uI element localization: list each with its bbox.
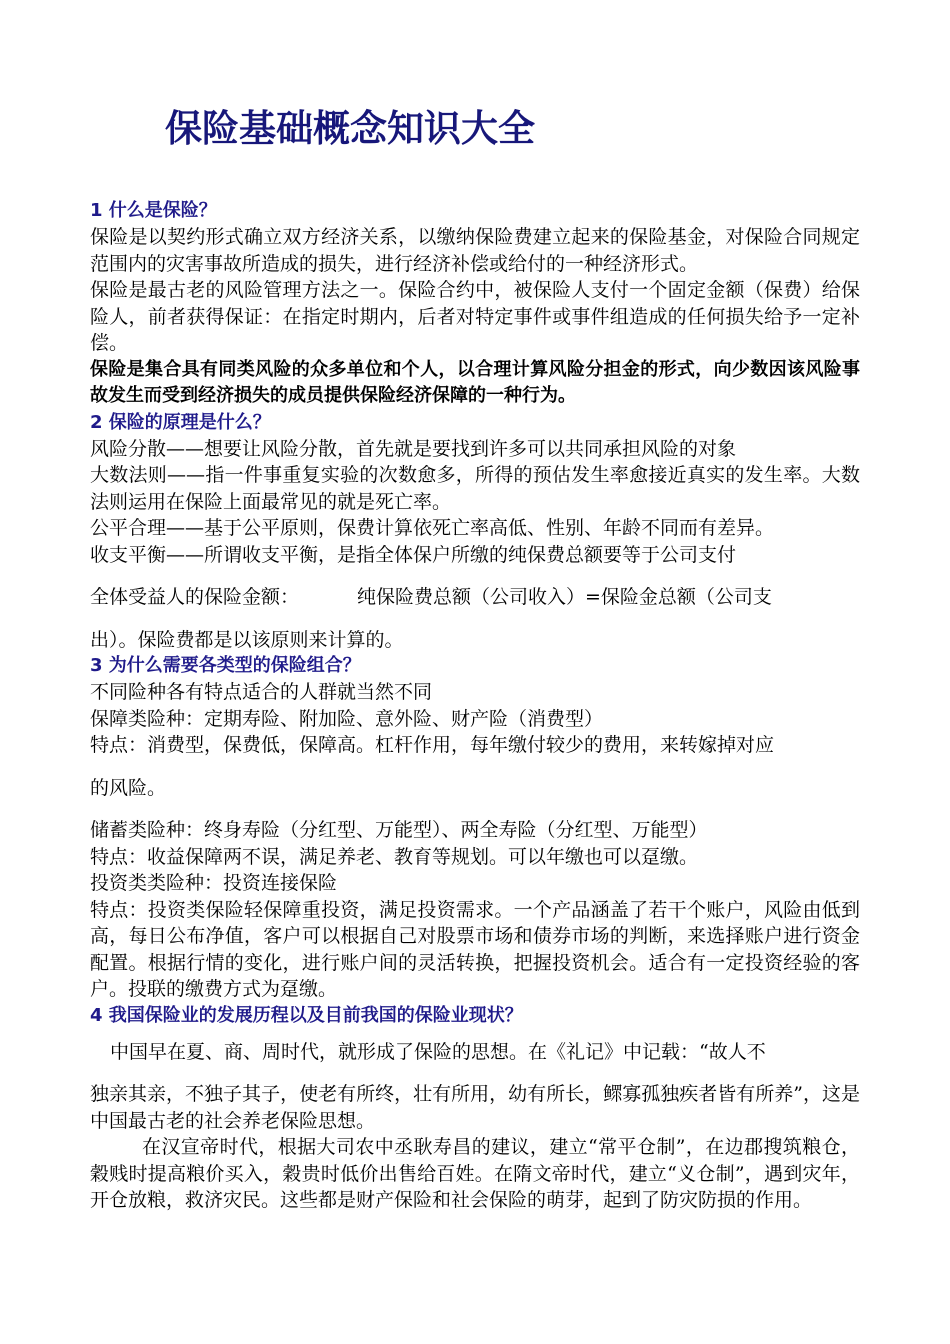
paragraph: 公平合理——基于公平原则，保费计算依死亡率高低、性别、年龄不同而有差异。: [90, 517, 775, 539]
paragraph: 收支平衡——所谓收支平衡，是指全体保户所缴的纯保费总额要等于公司支付: [90, 543, 737, 566]
section-heading: 1 什么是保险？: [90, 200, 217, 221]
paragraph: 保险是最古老的风险管理方法之一。保险合约中，被保险人支付一个固定金额（保费）给保险人，前者获得保证：在指定时期内，后者对特定事件或事件组造成的任何损失给予一定补偿。: [90, 279, 860, 354]
paragraph: 风险分散——想要让风险分散，首先就是要找到许多可以共同承担风险的对象: [90, 437, 737, 460]
section-heading: 4 我国保险业的发展历程以及目前我国的保险业现状？: [90, 1004, 523, 1026]
paragraph: 特点：消费型，保费低，保障高。杠杆作用，每年缴付较少的费用，来转嫁掉对应: [90, 734, 775, 756]
paragraph: 在汉宣帝时代，根据大司农中丞耿寿昌的建议，建立“常平仓制”，在边郡搜筑粮仓，穀贱时提高粮价买入，穀贵时低价出售给百姓。在隋文帝时代，建立“义仓制”，遇到灾年，开仓放粮，救济灾民。这些都是财产保险和社会保险的萌芽，起到了防灾防损的作用。: [90, 1136, 860, 1211]
formula-text: 纯保险费总额（公司收入）=保险金总额（公司支: [357, 586, 772, 608]
paragraph: 不同险种各有特点适合的人群就当然不同: [90, 681, 433, 703]
paragraph: 独亲其亲，不独子其子，使老有所终，壮有所用，幼有所长，鳏寡孤独疾者皆有所养”，这是中国最古老的社会养老保险思想。: [90, 1083, 860, 1132]
paragraph: 特点：投资类保险轻保障重投资，满足投资需求。一个产品涵盖了若干个账户，风险由低到高，每日公布净值，客户可以根据自己对股票市场和债券市场的判断，来选择账户进行资金配置。根据行情的变化，进行账户间的灵活转换，把握投资机会。适合有一定投资经验的客户。投联的缴费方式为趸缴。: [90, 898, 860, 1000]
section-heading: 3 为什么需要各类型的保险组合？: [90, 655, 361, 676]
section-heading: 2 保险的原理是什么？: [90, 411, 271, 433]
document-body: [90, 198, 860, 1214]
paragraph: 大数法则——指一件事重复实验的次数愈多，所得的预估发生率愈接近真实的发生率。大数法则运用在保险上面最常见的就是死亡率。: [90, 464, 860, 513]
paragraph: 保障类险种：定期寿险、附加险、意外险、财产险（消费型）: [90, 707, 604, 730]
paragraph: 中国早在夏、商、周时代，就形成了保险的思想。在《礼记》中记载：“故人不: [110, 1040, 766, 1063]
paragraph: 出）。保险费都是以该原则来计算的。: [90, 628, 404, 651]
paragraph: 投资类类险种：投资连接保险: [90, 872, 338, 894]
formula-label: 全体受益人的保险金额：: [90, 586, 300, 608]
document-title: 保险基础概念知识大全: [165, 106, 535, 150]
paragraph: 保险是以契约形式确立双方经济关系，以缴纳保险费建立起来的保险基金，对保险合同规定范围内的灾害事故所造成的损失，进行经济补偿或给付的一种经济形式。: [90, 226, 860, 275]
paragraph: 特点：收益保障两不误，满足养老、教育等规划。可以年缴也可以趸缴。: [90, 845, 699, 868]
bold-paragraph: 保险是集合具有同类风险的众多单位和个人，以合理计算风险分担金的形式，向少数因该风险事故发生而受到经济损失的成员提供保险经济保障的一种行为。: [90, 358, 860, 406]
paragraph: 的风险。: [90, 776, 167, 799]
formula-line: [90, 584, 860, 611]
paragraph: 储蓄类险种：终身寿险（分红型、万能型）、两全寿险（分红型、万能型）: [90, 819, 708, 841]
